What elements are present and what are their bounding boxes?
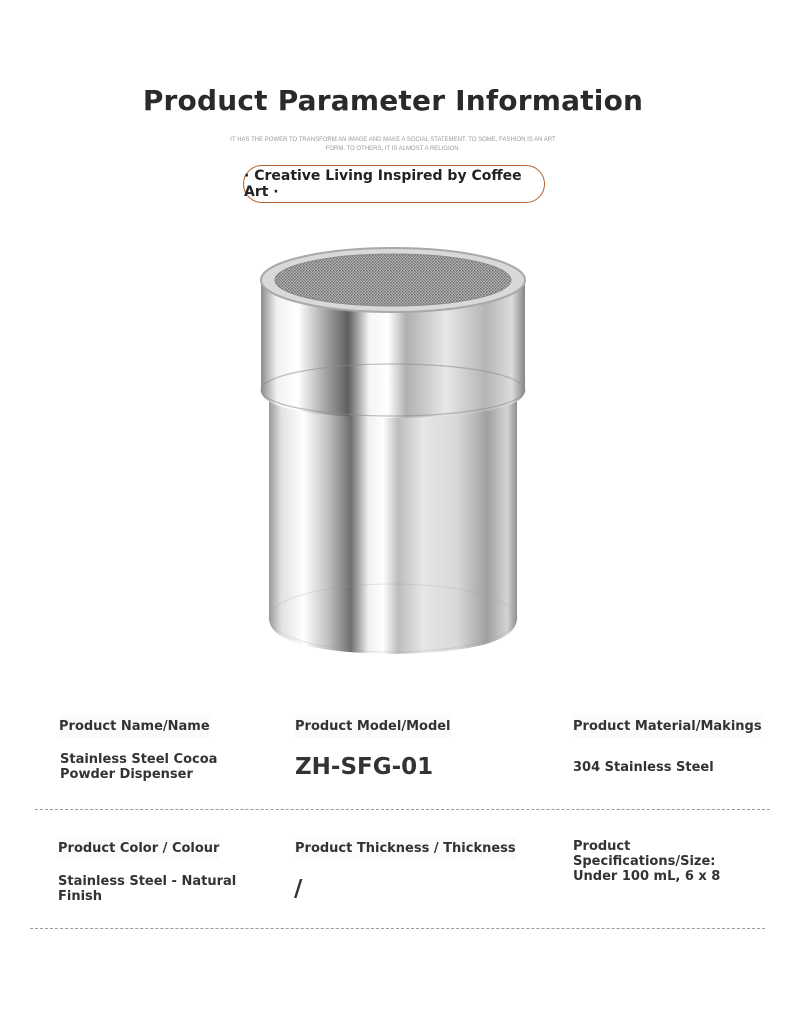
cocoa-powder-dispenser-image: [255, 240, 531, 660]
product-spec-label: Product Specifications/Size:: [573, 839, 716, 869]
row-divider: [35, 809, 770, 810]
slogan-text: · Creative Living Inspired by Coffee Art ·: [244, 168, 522, 200]
product-color-value: Stainless Steel - Natural Finish: [58, 874, 237, 904]
product-thickness-label: Product Thickness / Thickness: [295, 837, 516, 860]
product-model-value: ZH-SFG-01: [295, 754, 434, 780]
product-name-value: Stainless Steel Cocoa Powder Dispenser: [60, 752, 218, 782]
product-material-label: Product Material/Makings: [573, 715, 762, 738]
tagline-text: IT HAS THE POWER TO TRANSFORM AN IMAGE AND MAKE A SOCIAL STATEMENT. TO SOME, FASHION IS AN ART FORM. TO OTHERS, IT IS ALMOST A RELIGION.: [230, 137, 556, 152]
product-thickness-value: /: [294, 876, 303, 902]
product-color-label: Product Color / Colour: [58, 837, 219, 860]
product-image: [255, 240, 531, 660]
row-divider-bottom: [30, 928, 765, 929]
product-name-label: Product Name/Name: [59, 715, 210, 738]
slogan-badge: [243, 165, 545, 203]
page-title: Product Parameter Information: [142, 84, 644, 117]
product-material-value: 304 Stainless Steel: [573, 760, 714, 775]
product-model-label: Product Model/Model: [295, 715, 451, 738]
product-spec-value: Under 100 mL, 6 x 8: [573, 869, 721, 884]
